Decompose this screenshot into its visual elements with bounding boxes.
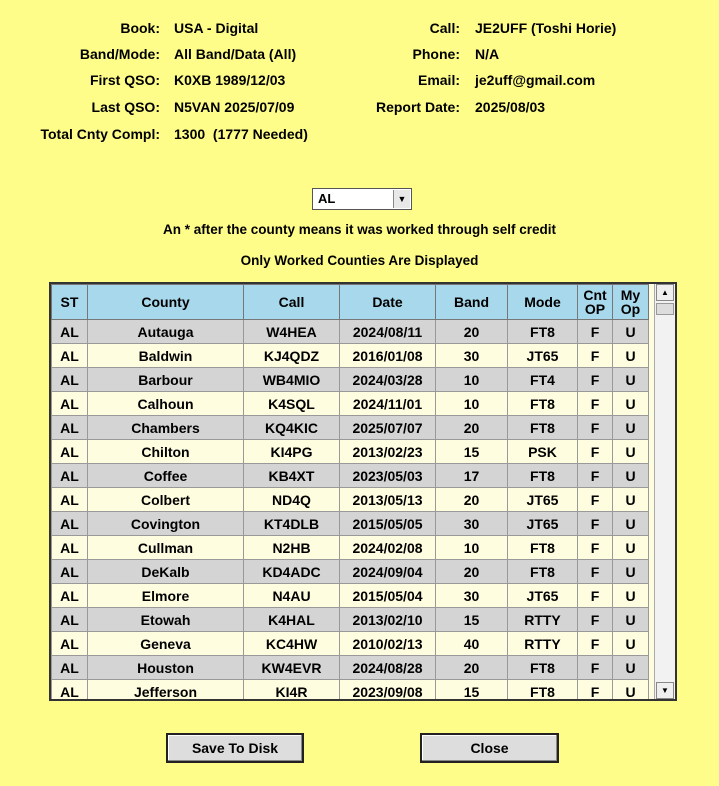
cell-st: AL — [52, 392, 88, 416]
table-row[interactable] — [52, 488, 649, 512]
cell-county: Elmore — [88, 584, 244, 608]
email-label: Email: — [417, 72, 460, 88]
band-mode-label: Band/Mode: — [79, 46, 160, 62]
cell-my-op: U — [613, 368, 649, 392]
county-table — [51, 284, 649, 701]
cell-date: 2024/08/11 — [340, 320, 436, 344]
cell-my-op: U — [613, 656, 649, 680]
cnt-op-line1: Cnt — [583, 287, 607, 303]
cell-mode: JT65 — [508, 488, 578, 512]
col-call-header[interactable]: Call — [244, 285, 340, 320]
table-row[interactable] — [52, 584, 649, 608]
save-to-disk-button[interactable]: Save To Disk — [166, 733, 304, 763]
cell-band: 20 — [436, 488, 508, 512]
cell-call: KQ4KIC — [244, 416, 340, 440]
cell-band: 20 — [436, 416, 508, 440]
cell-cnt-op: F — [578, 512, 613, 536]
cell-mode: FT8 — [508, 320, 578, 344]
cell-mode: RTTY — [508, 608, 578, 632]
worked-only-note: Only Worked Counties Are Displayed — [240, 253, 479, 268]
scroll-thumb[interactable] — [656, 303, 674, 315]
chevron-down-icon[interactable]: ▼ — [393, 190, 410, 208]
table-row[interactable] — [52, 440, 649, 464]
cell-call: W4HEA — [244, 320, 340, 344]
cell-my-op: U — [613, 632, 649, 656]
self-credit-note: An * after the county means it was worked through self credit — [162, 222, 557, 237]
cell-cnt-op: F — [578, 680, 613, 702]
cell-cnt-op: F — [578, 416, 613, 440]
cell-band: 30 — [436, 344, 508, 368]
cell-mode: JT65 — [508, 512, 578, 536]
phone-label: Phone: — [412, 46, 460, 62]
cell-my-op: U — [613, 320, 649, 344]
cell-call: K4HAL — [244, 608, 340, 632]
scroll-up-icon[interactable]: ▲ — [656, 284, 674, 301]
cell-band: 20 — [436, 320, 508, 344]
cell-call: ND4Q — [244, 488, 340, 512]
cell-cnt-op: F — [578, 608, 613, 632]
table-row[interactable] — [52, 416, 649, 440]
cell-call: K4SQL — [244, 392, 340, 416]
table-row[interactable] — [52, 680, 649, 702]
cell-mode: JT65 — [508, 344, 578, 368]
last-qso-value: N5VAN 2025/07/09 — [174, 99, 295, 115]
cell-cnt-op: F — [578, 320, 613, 344]
cell-call: N4AU — [244, 584, 340, 608]
table-row[interactable] — [52, 560, 649, 584]
cell-st: AL — [52, 560, 88, 584]
cell-cnt-op: F — [578, 368, 613, 392]
cell-st: AL — [52, 416, 88, 440]
total-county-value: 1300 (1777 Needed) — [174, 126, 308, 142]
cell-county: Chilton — [88, 440, 244, 464]
cell-county: Houston — [88, 656, 244, 680]
cell-county: Jefferson — [88, 680, 244, 702]
cell-st: AL — [52, 584, 88, 608]
table-row[interactable] — [52, 512, 649, 536]
report-date-value: 2025/08/03 — [475, 99, 546, 115]
cell-date: 2024/02/08 — [340, 536, 436, 560]
cell-cnt-op: F — [578, 344, 613, 368]
cell-band: 20 — [436, 656, 508, 680]
cell-band: 40 — [436, 632, 508, 656]
cell-st: AL — [52, 464, 88, 488]
cell-my-op: U — [613, 344, 649, 368]
table-row[interactable] — [52, 656, 649, 680]
cell-st: AL — [52, 608, 88, 632]
table-row[interactable] — [52, 368, 649, 392]
cell-date: 2024/11/01 — [340, 392, 436, 416]
cell-county: Barbour — [88, 368, 244, 392]
table-row[interactable] — [52, 392, 649, 416]
cell-mode: PSK — [508, 440, 578, 464]
cell-st: AL — [52, 368, 88, 392]
cell-band: 17 — [436, 464, 508, 488]
cell-mode: JT65 — [508, 584, 578, 608]
book-value: USA - Digital — [174, 20, 259, 36]
cell-county: Covington — [88, 512, 244, 536]
cell-date: 2024/08/28 — [340, 656, 436, 680]
cell-county: Autauga — [88, 320, 244, 344]
first-qso-value: K0XB 1989/12/03 — [174, 72, 286, 88]
cell-mode: FT8 — [508, 560, 578, 584]
call-value: JE2UFF (Toshi Horie) — [475, 20, 617, 36]
cell-my-op: U — [613, 416, 649, 440]
cell-cnt-op: F — [578, 560, 613, 584]
col-date-header[interactable]: Date — [340, 285, 436, 320]
cell-call: N2HB — [244, 536, 340, 560]
col-county-header[interactable]: County — [88, 285, 244, 320]
cell-band: 30 — [436, 512, 508, 536]
cell-cnt-op: F — [578, 632, 613, 656]
cell-call: KD4ADC — [244, 560, 340, 584]
cell-call: KI4R — [244, 680, 340, 702]
cell-date: 2015/05/05 — [340, 512, 436, 536]
cell-band: 15 — [436, 608, 508, 632]
cell-call: KB4XT — [244, 464, 340, 488]
phone-value: N/A — [475, 46, 500, 62]
col-cnt-op-header[interactable] — [578, 285, 613, 320]
cell-mode: FT4 — [508, 368, 578, 392]
cell-date: 2013/05/13 — [340, 488, 436, 512]
first-qso-label: First QSO: — [89, 72, 160, 88]
report-date-label: Report Date: — [375, 99, 460, 115]
cell-county: Etowah — [88, 608, 244, 632]
cell-st: AL — [52, 512, 88, 536]
cell-my-op: U — [613, 392, 649, 416]
cell-county: Cullman — [88, 536, 244, 560]
cell-my-op: U — [613, 560, 649, 584]
cell-date: 2023/05/03 — [340, 464, 436, 488]
cell-date: 2016/01/08 — [340, 344, 436, 368]
cell-date: 2010/02/13 — [340, 632, 436, 656]
cell-my-op: U — [613, 584, 649, 608]
email-value: je2uff@gmail.com — [475, 72, 596, 88]
scroll-down-icon[interactable]: ▼ — [656, 682, 674, 699]
vertical-scrollbar[interactable] — [654, 284, 675, 699]
table-header-row — [52, 285, 649, 320]
cell-band: 15 — [436, 680, 508, 702]
cell-mode: FT8 — [508, 680, 578, 702]
cell-st: AL — [52, 536, 88, 560]
call-label: Call: — [429, 20, 460, 36]
cell-call: WB4MIO — [244, 368, 340, 392]
cell-county: Geneva — [88, 632, 244, 656]
col-st-header[interactable]: ST — [52, 285, 88, 320]
table-row[interactable] — [52, 608, 649, 632]
cell-county: Coffee — [88, 464, 244, 488]
cell-band: 10 — [436, 536, 508, 560]
cell-mode: FT8 — [508, 416, 578, 440]
col-band-header[interactable]: Band — [436, 285, 508, 320]
cell-band: 20 — [436, 560, 508, 584]
cell-mode: FT8 — [508, 392, 578, 416]
table-row[interactable] — [52, 320, 649, 344]
cell-county: Baldwin — [88, 344, 244, 368]
cell-call: KI4PG — [244, 440, 340, 464]
cnt-op-line2: OP — [584, 301, 606, 317]
book-label: Book: — [120, 20, 160, 36]
cell-my-op: U — [613, 440, 649, 464]
cell-call: KW4EVR — [244, 656, 340, 680]
cell-my-op: U — [613, 536, 649, 560]
my-op-line2: Op — [620, 301, 641, 317]
cell-cnt-op: F — [578, 656, 613, 680]
cell-county: DeKalb — [88, 560, 244, 584]
cell-date: 2025/07/07 — [340, 416, 436, 440]
cell-st: AL — [52, 488, 88, 512]
cell-my-op: U — [613, 488, 649, 512]
cell-st: AL — [52, 344, 88, 368]
cell-mode: FT8 — [508, 464, 578, 488]
cell-cnt-op: F — [578, 440, 613, 464]
cell-county: Calhoun — [88, 392, 244, 416]
cell-st: AL — [52, 656, 88, 680]
state-select-value: AL — [318, 191, 336, 206]
cell-mode: FT8 — [508, 536, 578, 560]
cell-call: KT4DLB — [244, 512, 340, 536]
cell-st: AL — [52, 632, 88, 656]
cell-my-op: U — [613, 512, 649, 536]
table-row[interactable] — [52, 344, 649, 368]
cell-band: 10 — [436, 392, 508, 416]
cell-cnt-op: F — [578, 536, 613, 560]
band-mode-value: All Band/Data (All) — [174, 46, 297, 62]
cell-mode: RTTY — [508, 632, 578, 656]
cell-my-op: U — [613, 464, 649, 488]
cell-date: 2013/02/10 — [340, 608, 436, 632]
cell-mode: FT8 — [508, 656, 578, 680]
cell-band: 30 — [436, 584, 508, 608]
cell-cnt-op: F — [578, 584, 613, 608]
county-grid[interactable] — [49, 282, 677, 701]
state-select[interactable] — [312, 188, 412, 210]
col-mode-header[interactable]: Mode — [508, 285, 578, 320]
cell-cnt-op: F — [578, 392, 613, 416]
cell-my-op: U — [613, 608, 649, 632]
last-qso-label: Last QSO: — [91, 99, 160, 115]
cell-date: 2015/05/04 — [340, 584, 436, 608]
cell-st: AL — [52, 440, 88, 464]
cell-county: Colbert — [88, 488, 244, 512]
table-row[interactable] — [52, 632, 649, 656]
total-county-label: Total Cnty Compl: — [40, 126, 160, 142]
cell-band: 10 — [436, 368, 508, 392]
cell-band: 15 — [436, 440, 508, 464]
cell-date: 2013/02/23 — [340, 440, 436, 464]
cell-date: 2024/03/28 — [340, 368, 436, 392]
cell-st: AL — [52, 680, 88, 702]
cell-cnt-op: F — [578, 464, 613, 488]
table-row[interactable] — [52, 464, 649, 488]
my-op-line1: My — [620, 287, 641, 303]
cell-date: 2024/09/04 — [340, 560, 436, 584]
cell-st: AL — [52, 320, 88, 344]
cell-my-op: U — [613, 680, 649, 702]
cell-call: KC4HW — [244, 632, 340, 656]
cell-cnt-op: F — [578, 488, 613, 512]
table-row[interactable] — [52, 536, 649, 560]
close-button[interactable]: Close — [420, 733, 559, 763]
cell-county: Chambers — [88, 416, 244, 440]
cell-date: 2023/09/08 — [340, 680, 436, 702]
col-my-op-header[interactable] — [613, 285, 649, 320]
cell-call: KJ4QDZ — [244, 344, 340, 368]
